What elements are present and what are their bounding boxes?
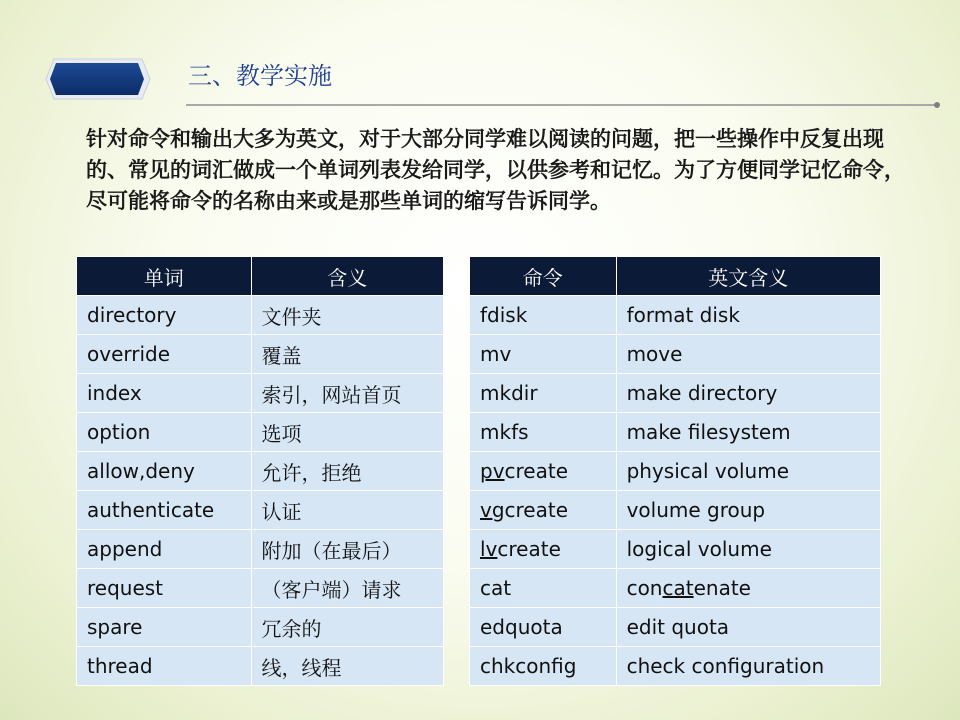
page-title: 三、教学实施 [188, 62, 332, 90]
english-meaning-cell [616, 608, 880, 647]
table-row [470, 647, 881, 686]
meaning-cell: 认证 [251, 491, 443, 530]
table-row [470, 452, 881, 491]
table-header-row [470, 257, 881, 296]
table-row [77, 335, 444, 374]
table-header-row [77, 257, 444, 296]
underlined-abbreviation: vg [480, 498, 505, 522]
command-cell [470, 608, 617, 647]
column-header-word: 单词 [77, 257, 252, 296]
table-row [470, 374, 881, 413]
meaning-cell: 冗余的 [251, 608, 443, 647]
table-row [77, 296, 444, 335]
command-cell [470, 530, 617, 569]
english-meaning-cell [616, 530, 880, 569]
text-segment: mkdir [480, 381, 538, 405]
text-segment: create [497, 537, 561, 561]
meaning-cell: 附加（在最后） [251, 530, 443, 569]
english-meaning-cell [616, 452, 880, 491]
meaning-cell: 选项 [251, 413, 443, 452]
command-cell [470, 569, 617, 608]
word-meaning-table [76, 256, 444, 686]
underlined-abbreviation: cat [662, 576, 694, 600]
english-meaning-cell [616, 491, 880, 530]
table-row [470, 413, 881, 452]
table-row [77, 374, 444, 413]
title-divider-dot [934, 102, 940, 108]
column-header-command: 命令 [470, 257, 617, 296]
table-row [77, 608, 444, 647]
text-segment: cat [480, 576, 512, 600]
intro-paragraph: 针对命令和输出大多为英文，对于大部分同学难以阅读的问题，把一些操作中反复出现的、常见的词汇做成一个单词列表发给同学，以供参考和记忆。为了方便同学记忆命令，尽可能将命令的名称由来或是那些单词的缩写告诉同学。 [86, 127, 905, 213]
table-row [77, 413, 444, 452]
command-meaning-table [469, 256, 881, 686]
text-segment: format disk [626, 303, 740, 327]
table-row [470, 296, 881, 335]
word-cell: override [77, 335, 252, 374]
table-row [77, 491, 444, 530]
table-row [77, 452, 444, 491]
text-segment: fdisk [480, 303, 528, 327]
table-row [77, 647, 444, 686]
english-meaning-cell [616, 569, 880, 608]
word-cell: spare [77, 608, 252, 647]
text-segment: edit quota [626, 615, 730, 639]
table-row [77, 530, 444, 569]
table-row [77, 569, 444, 608]
english-meaning-cell [616, 374, 880, 413]
title-divider [186, 104, 936, 106]
english-meaning-cell [616, 647, 880, 686]
meaning-cell: （客户端）请求 [251, 569, 443, 608]
text-segment: physical volume [626, 459, 790, 483]
text-segment: mv [480, 342, 512, 366]
text-segment: check configuration [626, 654, 825, 678]
text-segment: chkconfig [480, 654, 577, 678]
column-header-meaning: 含义 [251, 257, 443, 296]
text-segment: mkfs [480, 420, 529, 444]
column-header-english-meaning: 英文含义 [616, 257, 880, 296]
text-segment: make filesystem [626, 420, 791, 444]
text-segment: logical volume [626, 537, 772, 561]
english-meaning-cell [616, 296, 880, 335]
text-segment: move [626, 342, 683, 366]
table-row [470, 491, 881, 530]
word-cell: index [77, 374, 252, 413]
meaning-cell: 文件夹 [251, 296, 443, 335]
text-segment: make directory [626, 381, 778, 405]
text-segment: con [626, 576, 663, 600]
word-cell: thread [77, 647, 252, 686]
command-cell [470, 335, 617, 374]
meaning-cell: 索引，网站首页 [251, 374, 443, 413]
word-cell: authenticate [77, 491, 252, 530]
text-segment: create [504, 459, 569, 483]
word-cell: request [77, 569, 252, 608]
table-row [470, 530, 881, 569]
underlined-abbreviation: pv [480, 459, 505, 483]
text-segment: create [504, 498, 569, 522]
word-cell: option [77, 413, 252, 452]
word-cell: directory [77, 296, 252, 335]
text-segment: volume group [626, 498, 766, 522]
command-cell [470, 374, 617, 413]
text-segment: edquota [480, 615, 563, 639]
table-row [470, 608, 881, 647]
title-tab-shape [44, 57, 152, 101]
command-cell [470, 647, 617, 686]
table-row [470, 569, 881, 608]
meaning-cell: 允许，拒绝 [251, 452, 443, 491]
command-cell [470, 491, 617, 530]
underlined-abbreviation: lv [480, 537, 498, 561]
table-row [470, 335, 881, 374]
english-meaning-cell [616, 335, 880, 374]
meaning-cell: 覆盖 [251, 335, 443, 374]
word-cell: append [77, 530, 252, 569]
command-cell [470, 452, 617, 491]
word-cell: allow,deny [77, 452, 252, 491]
text-segment: enate [693, 576, 751, 600]
english-meaning-cell [616, 413, 880, 452]
command-cell [470, 296, 617, 335]
command-cell [470, 413, 617, 452]
meaning-cell: 线，线程 [251, 647, 443, 686]
